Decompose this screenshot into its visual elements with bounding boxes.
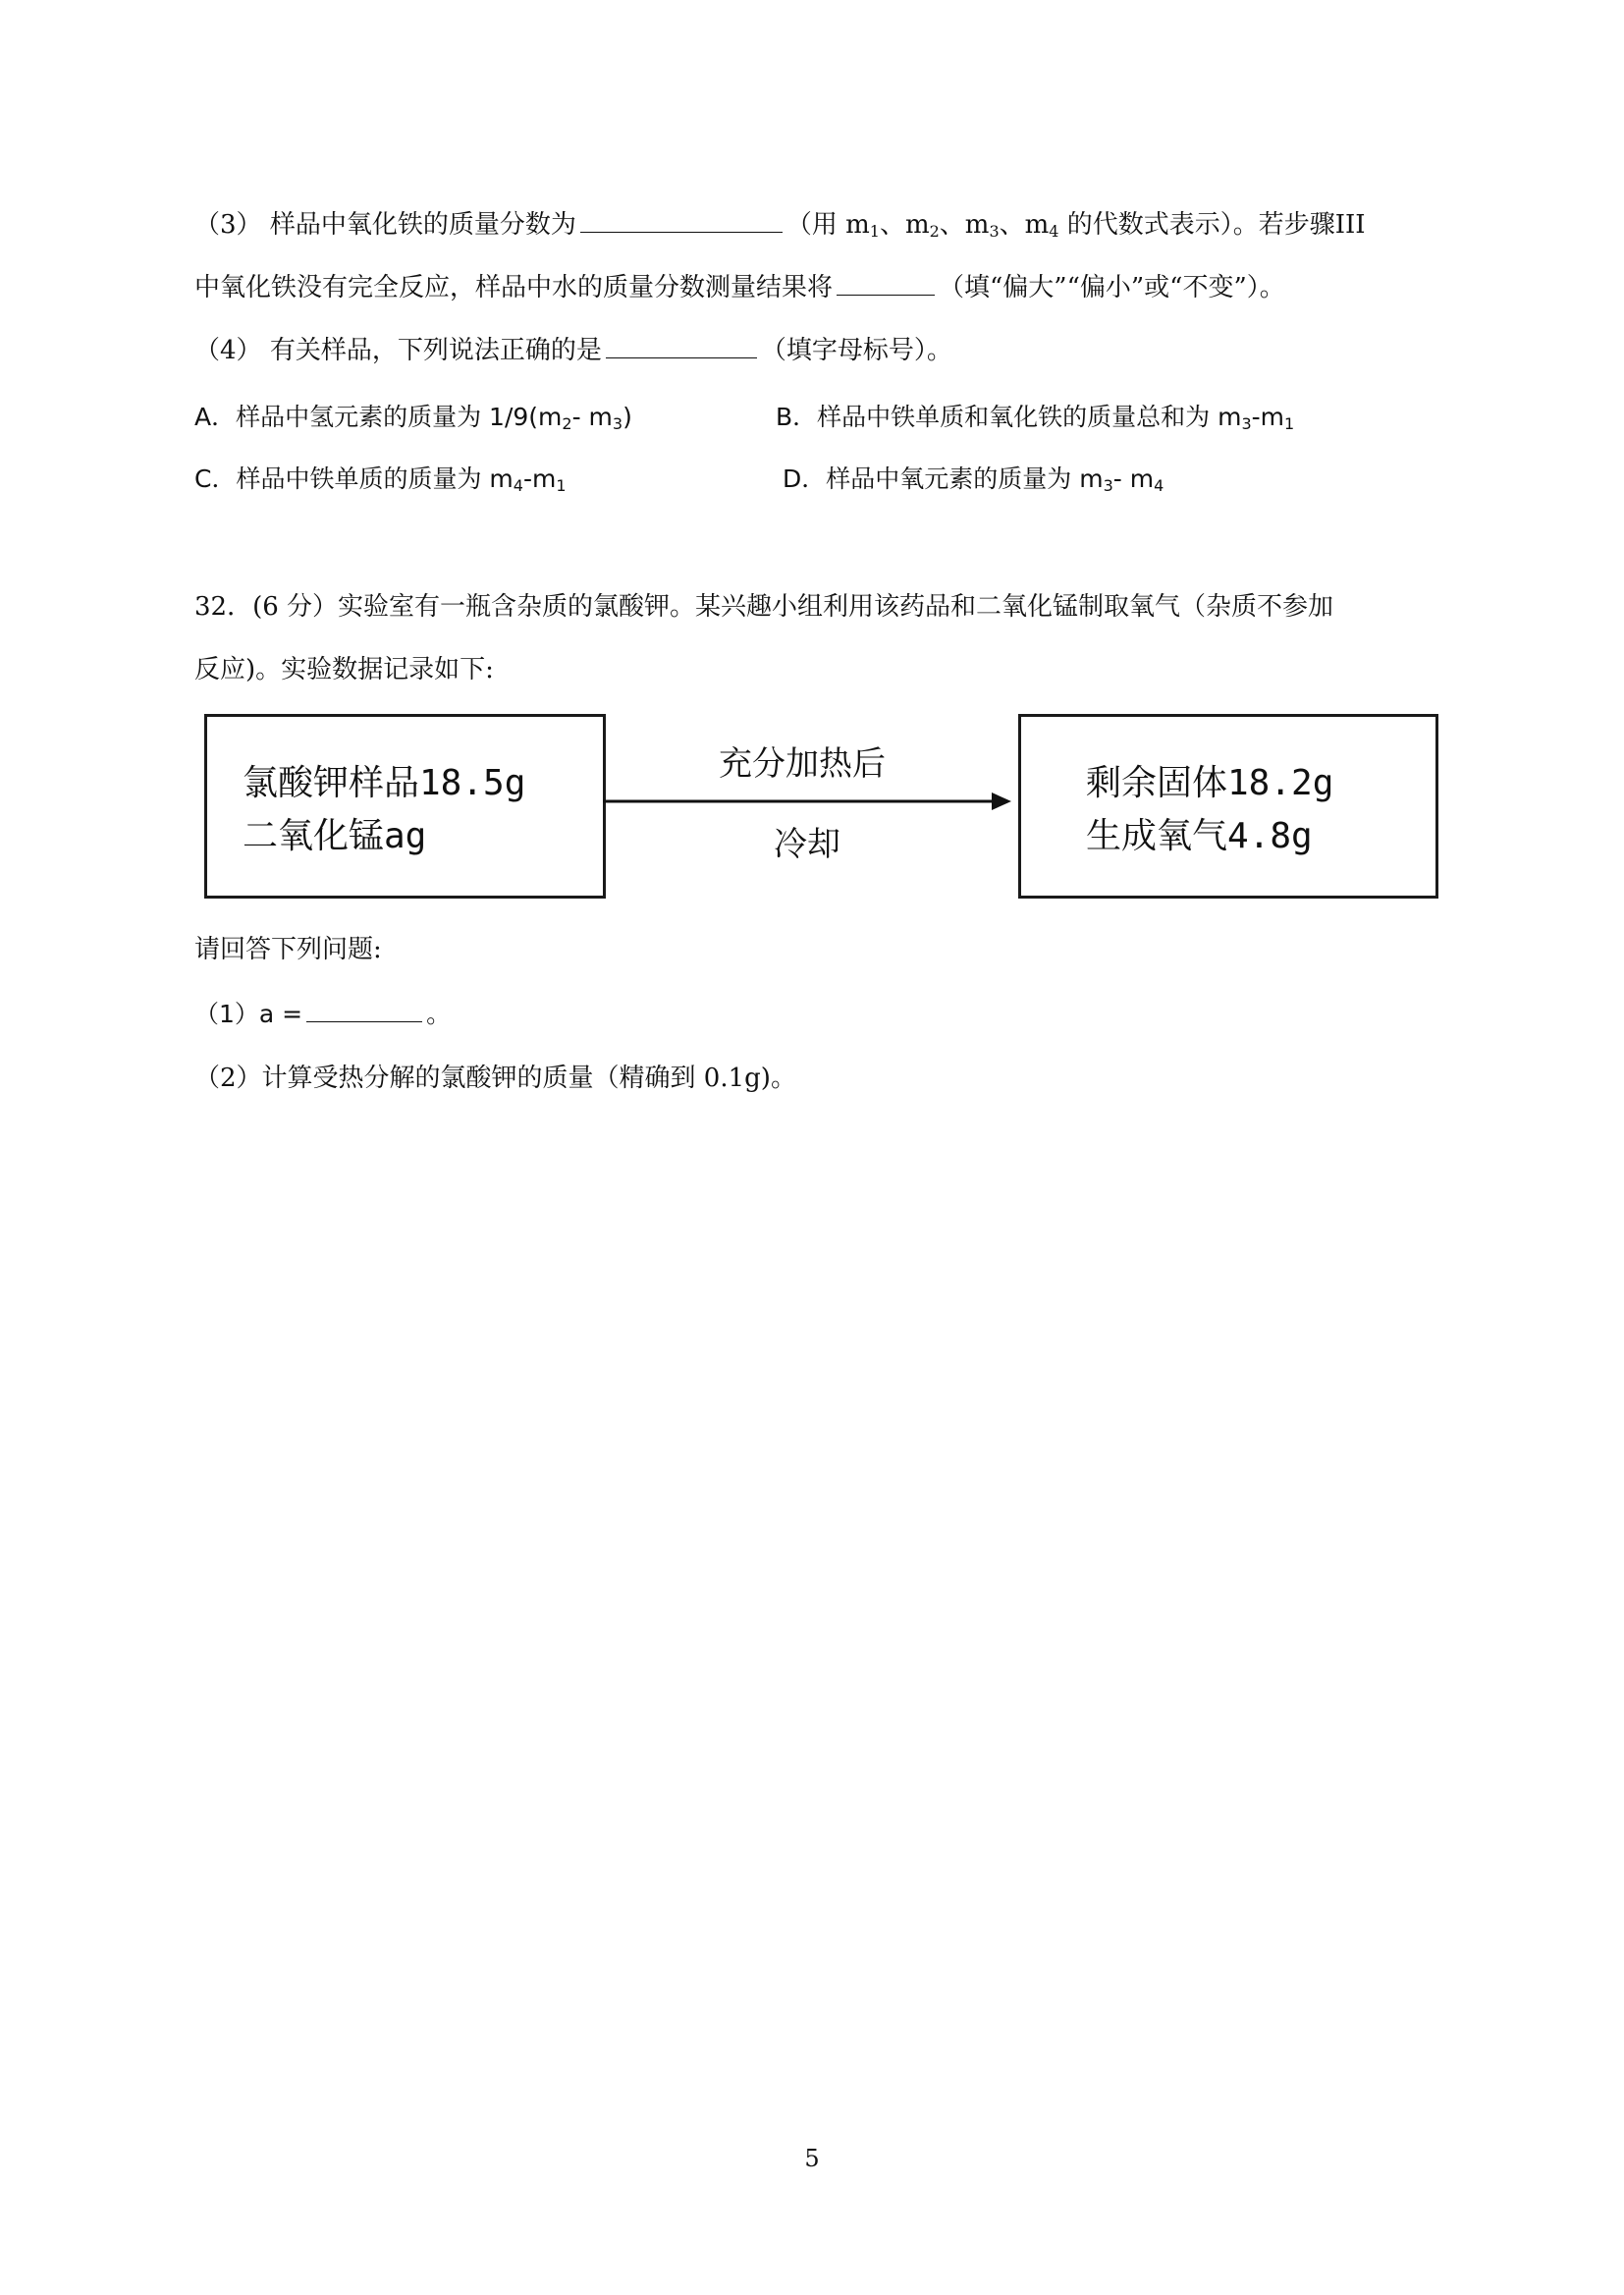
part4-number: （4） xyxy=(194,336,262,365)
q32-intro-line1: 32．(6 分）实验室有一瓶含杂质的氯酸钾。某兴趣小组利用该药品和二氧化锰制取氧气（杂质不参加 xyxy=(194,592,1334,622)
left-box-line1: 氯酸钾样品18.5g xyxy=(243,763,526,803)
q32-sub1: （1）a = 。 xyxy=(194,1000,452,1028)
q31-part3-line1: （3） 样品中氧化铁的质量分数为 （用 $m_1$、$m_2$、$m_3$、$m_4$ 的代数式表示）。若步骤III xyxy=(194,210,1366,241)
answer-blank-options[interactable] xyxy=(606,334,757,358)
diagram-left-box xyxy=(204,714,606,899)
answer-blank-iron-oxide-fraction[interactable] xyxy=(580,208,783,233)
right-box-line2: 生成氧气4.8g xyxy=(1086,816,1313,856)
arrow-label-top: 充分加热后 xyxy=(719,744,886,784)
arrow-label-bottom: 冷却 xyxy=(774,825,840,864)
option-b: B．样品中铁单质和氧化铁的质量总和为 $m_3-m_1$ xyxy=(776,403,1295,433)
diagram-right-box xyxy=(1018,714,1438,899)
q31-part3-line2: 中氧化铁没有完全反应，样品中水的质量分数测量结果将 （填“偏大”“偏小”或“不变”）。 xyxy=(194,273,1285,302)
option-d: D．样品中氧元素的质量为 $m_3-$ $m_4$ xyxy=(783,464,1164,495)
q32-prompt: 请回答下列问题: xyxy=(194,935,382,964)
option-c: C．样品中铁单质的质量为 $m_4-m_1$ xyxy=(194,464,567,495)
answer-blank-a[interactable] xyxy=(306,998,422,1022)
q32-intro-line2: 反应)。实验数据记录如下: xyxy=(194,655,494,684)
q32-sub2: （2）计算受热分解的氯酸钾的质量（精确到 0.1g)。 xyxy=(194,1064,796,1093)
part3-number: （3） xyxy=(194,210,262,240)
left-box-line2: 二氧化锰ag xyxy=(243,816,427,856)
page-number: 5 xyxy=(804,2145,820,2172)
part3-text: 样品中氧化铁的质量分数为 xyxy=(269,210,576,240)
answer-blank-water-fraction[interactable] xyxy=(837,271,935,296)
option-a: A．样品中氢元素的质量为 $1/9(m_2-$ $m_3$) xyxy=(194,403,632,433)
q31-part4: （4） 有关样品，下列说法正确的是 （填字母标号）。 xyxy=(194,336,952,365)
right-box-line1: 剩余固体18.2g xyxy=(1086,763,1334,803)
diagram-arrow xyxy=(603,786,1015,815)
